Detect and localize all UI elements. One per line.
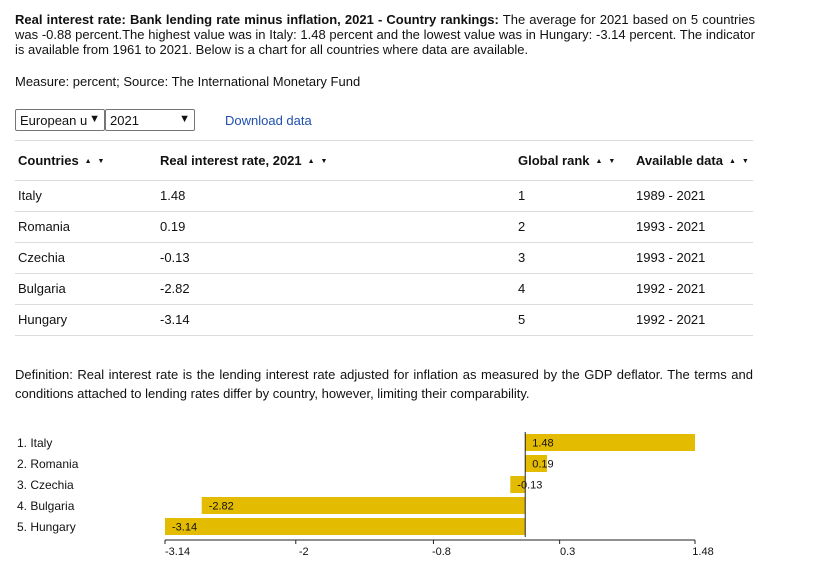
year-select[interactable]: [105, 109, 195, 131]
cell-available: 1992 - 2021: [636, 281, 706, 296]
sort-icon[interactable]: ▲ ▼: [307, 158, 330, 166]
cell-value: 1.48: [160, 188, 186, 203]
x-tick-label: 1.48: [692, 546, 714, 558]
cell-country: Hungary: [18, 312, 68, 327]
cell-value: -0.13: [160, 250, 190, 265]
sort-icon[interactable]: ▲ ▼: [595, 158, 618, 166]
measure-source: Measure: percent; Source: The International Monetary Fund: [15, 74, 361, 89]
definition-text: Definition: Real interest rate is the lending interest rate adjusted for inflation as measured by the GDP deflator. The terms and conditions attached to lending rates differ by country, however, limiting their comparability.: [15, 367, 753, 401]
value-label: -2.82: [208, 500, 234, 513]
cell-rank: 4: [518, 281, 526, 296]
header-countries[interactable]: Countries ▲ ▼: [18, 153, 107, 168]
cell-rank: 5: [518, 312, 526, 327]
x-tick-label: -2: [298, 546, 309, 558]
table-row: [15, 181, 753, 212]
category-label: 5. Hungary: [17, 520, 76, 534]
summary-text: The average for 2021 based on 5 countries was -0.88 percent.The highest value was in Italy: 1.48 percent and the lowest value was in Hungary: -3.14 percent. The indicator is available from 1961 to 2021. Below is a chart for all countries where data are available.: [15, 12, 755, 57]
value-label: -3.14: [172, 521, 198, 534]
category-label: 2. Romania: [17, 457, 79, 471]
cell-country: Romania: [18, 219, 71, 234]
chevron-down-icon: ▼: [89, 113, 100, 125]
cell-rank: 1: [518, 188, 526, 203]
x-tick-label: 0.3: [559, 546, 576, 558]
value-label: 0.19: [532, 458, 554, 471]
sort-icon[interactable]: ▲ ▼: [728, 158, 751, 166]
table-row: [15, 305, 753, 336]
cell-available: 1989 - 2021: [636, 188, 706, 203]
bar: [202, 497, 526, 514]
value-label: -0.13: [517, 479, 543, 492]
cell-rank: 2: [518, 219, 526, 234]
bar-chart: [0, 425, 818, 570]
table-row: [15, 212, 753, 243]
header-available-data[interactable]: Available data ▲ ▼: [636, 153, 751, 168]
download-data-link[interactable]: Download data: [225, 113, 312, 128]
x-tick-label: -3.14: [165, 546, 191, 558]
cell-country: Italy: [18, 188, 42, 203]
category-label: 1. Italy: [17, 436, 53, 450]
cell-available: 1993 - 2021: [636, 219, 706, 234]
region-select-value: European u: [20, 112, 88, 128]
sort-icon[interactable]: ▲ ▼: [84, 158, 107, 166]
header-value[interactable]: Real interest rate, 2021 ▲ ▼: [160, 153, 330, 168]
cell-value: -3.14: [160, 312, 190, 327]
table-header-row: [15, 140, 753, 181]
bar: [165, 518, 525, 535]
bar-chart-svg: [0, 425, 818, 570]
cell-available: 1992 - 2021: [636, 312, 706, 327]
category-label: 4. Bulgaria: [17, 499, 75, 513]
region-select[interactable]: [15, 109, 105, 131]
cell-country: Czechia: [18, 250, 65, 265]
header-global-rank[interactable]: Global rank ▲ ▼: [518, 153, 618, 168]
value-label: 1.48: [532, 437, 554, 450]
cell-value: 0.19: [160, 219, 186, 234]
cell-rank: 3: [518, 250, 526, 265]
chevron-down-icon: ▼: [179, 113, 190, 125]
year-select-value: 2021: [110, 112, 139, 128]
cell-country: Bulgaria: [18, 281, 66, 296]
cell-available: 1993 - 2021: [636, 250, 706, 265]
cell-value: -2.82: [160, 281, 190, 296]
x-tick-label: -0.8: [431, 546, 451, 558]
category-label: 3. Czechia: [17, 478, 74, 492]
table-row: [15, 243, 753, 274]
table-row: [15, 274, 753, 305]
intro-text: [15, 12, 755, 57]
rankings-table: [15, 140, 753, 336]
page-title: Real interest rate: Bank lending rate minus inflation, 2021 - Country rankings:: [15, 12, 499, 27]
